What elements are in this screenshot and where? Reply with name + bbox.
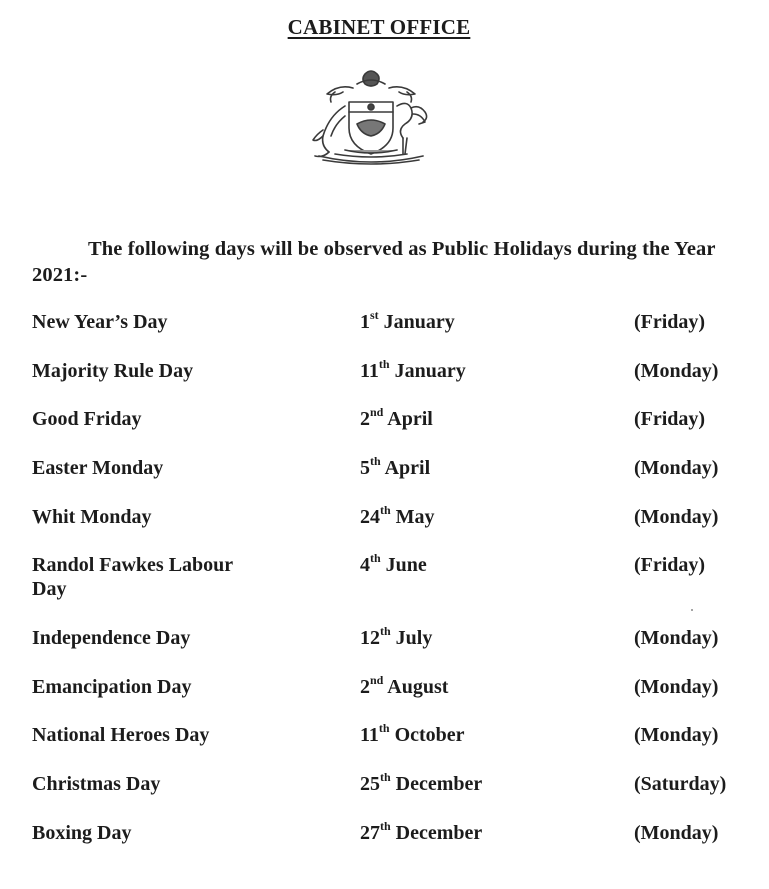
holiday-name: Emancipation Day (32, 676, 192, 698)
holiday-month: December (395, 773, 483, 795)
holiday-weekday: (Monday) (634, 457, 719, 479)
page-title: CABINET OFFICE (287, 15, 471, 39)
holiday-name: Randol Fawkes Labour Day (32, 554, 233, 600)
holiday-name: New Year’s Day (32, 311, 168, 333)
holiday-day: 11 (360, 360, 379, 382)
holiday-day: 4 (360, 554, 370, 576)
holiday-month: August (387, 676, 449, 698)
holiday-month: December (395, 822, 483, 844)
holiday-date (360, 407, 433, 431)
holiday-weekday: (Monday) (634, 506, 719, 528)
ordinal-suffix: st (370, 308, 379, 323)
ordinal-suffix: th (378, 357, 390, 372)
holiday-month: May (395, 506, 435, 528)
ordinal-suffix: th (380, 503, 391, 518)
holiday-weekday: (Monday) (634, 724, 719, 746)
holiday-weekday: (Friday) (634, 408, 706, 430)
ordinal-suffix: th (380, 770, 391, 785)
holiday-month: January (383, 311, 455, 333)
scan-speck (691, 609, 693, 611)
holiday-date (360, 310, 455, 334)
holiday-month: April (384, 457, 431, 479)
holiday-day: 1 (360, 311, 370, 333)
holiday-day: 12 (360, 627, 380, 649)
holiday-name: Majority Rule Day (32, 360, 194, 382)
holiday-weekday: (Friday) (634, 311, 706, 333)
holiday-day: 25 (360, 773, 380, 795)
ordinal-suffix: nd (370, 405, 384, 420)
holiday-date (360, 456, 430, 480)
holiday-name: Independence Day (32, 627, 191, 649)
holiday-date (360, 553, 427, 577)
holiday-weekday: (Monday) (634, 360, 719, 382)
holiday-name: Good Friday (32, 408, 142, 430)
holiday-date (360, 675, 448, 699)
ordinal-suffix: th (378, 721, 390, 736)
holiday-date (360, 772, 482, 796)
ordinal-suffix: th (380, 819, 391, 834)
holiday-weekday: (Monday) (634, 676, 719, 698)
holiday-date (360, 505, 435, 529)
holiday-weekday: (Friday) (634, 554, 706, 576)
holiday-name: Whit Monday (32, 506, 152, 528)
holiday-date (360, 626, 432, 650)
holiday-month: January (394, 360, 466, 382)
holiday-day: 24 (360, 506, 380, 528)
ordinal-suffix: th (380, 624, 391, 639)
holiday-name: Easter Monday (32, 457, 164, 479)
ordinal-suffix: th (370, 454, 381, 469)
holiday-month: June (385, 554, 427, 576)
holiday-name: National Heroes Day (32, 724, 210, 746)
holiday-weekday: (Monday) (634, 627, 719, 649)
holiday-date (360, 821, 482, 845)
holiday-date (360, 359, 466, 383)
holiday-month: April (387, 408, 433, 430)
holiday-date (360, 723, 465, 747)
holiday-day: 5 (360, 457, 370, 479)
holiday-day: 11 (360, 724, 379, 746)
holiday-day: 2 (360, 408, 370, 430)
intro-paragraph: The following days will be observed as Public Holidays during the Year 2021:- (32, 238, 716, 286)
ordinal-suffix: nd (370, 673, 384, 688)
holiday-month: July (395, 627, 433, 649)
holiday-weekday: (Saturday) (634, 773, 727, 795)
holiday-name: Boxing Day (32, 822, 132, 844)
holiday-name: Christmas Day (32, 773, 161, 795)
holiday-weekday: (Monday) (634, 822, 719, 844)
ordinal-suffix: th (370, 551, 381, 566)
holiday-day: 27 (360, 822, 380, 844)
holiday-month: October (394, 724, 465, 746)
holiday-day: 2 (360, 676, 370, 698)
